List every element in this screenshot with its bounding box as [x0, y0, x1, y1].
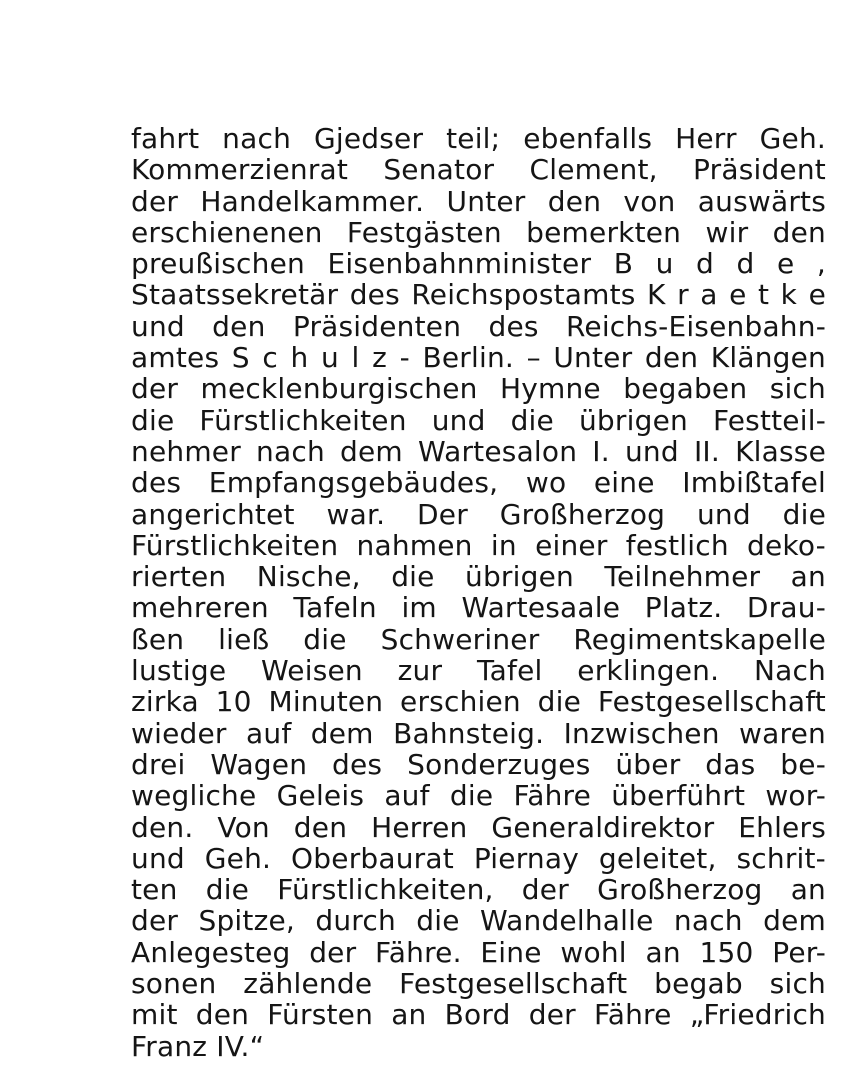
text-line: drei Wagen des Sonderzuges über das be-	[131, 748, 826, 781]
text-line: sonen zählende Festgesellschaft begab sich	[131, 968, 826, 1000]
text-line: rierten Nische, die übrigen Teilnehmer an	[131, 561, 826, 593]
text-line: wieder auf dem Bahnsteig. Inzwischen waren	[131, 717, 826, 749]
text-line: Staatssekretär des Reichspostamts K r a e t k e	[131, 279, 826, 311]
text-line: der Handelkammer. Unter den von auswärts	[131, 185, 826, 217]
text-line: und den Präsidenten des Reichs-Eisenbahn-	[131, 310, 826, 343]
text-line: mit den Fürsten an Bord der Fähre „Friedrich	[131, 999, 826, 1031]
text-line: lustige Weisen zur Tafel erklingen. Nach	[131, 655, 826, 687]
text-line: zirka 10 Minuten erschien die Festgesellschaft	[131, 686, 826, 718]
text-line: Fürstlichkeiten nahmen in einer festlich deko-	[131, 529, 826, 562]
text-line: und Geh. Oberbaurat Piernay geleitet, schrit-	[131, 842, 826, 875]
body-text	[131, 123, 826, 1062]
text-line: amtes S c h u l z - Berlin. – Unter den Klängen	[131, 342, 826, 374]
text-line: den. Von den Herren Generaldirektor Ehlers	[131, 811, 826, 843]
text-line: Kommerzienrat Senator Clement, Präsident	[131, 154, 826, 186]
text-line: mehreren Tafeln im Wartesaale Platz. Drau-	[131, 592, 826, 624]
text-line: wegliche Geleis auf die Fähre überführt wor-	[131, 780, 826, 812]
text-line: Anlegesteg der Fähre. Eine wohl an 150 Per-	[131, 936, 826, 969]
text-line: preußischen Eisenbahnminister B u d d e ,	[131, 248, 826, 280]
text-line: erschienenen Festgästen bemerkten wir den	[131, 216, 826, 249]
text-line: der Spitze, durch die Wandelhalle nach dem	[131, 905, 826, 937]
text-line: des Empfangsgebäudes, wo eine Imbißtafel	[131, 467, 826, 499]
text-line: nehmer nach dem Wartesalon I. und II. Klasse	[131, 435, 826, 468]
text-line: ßen ließ die Schweriner Regimentskapelle	[131, 623, 826, 656]
text-line: fahrt nach Gjedser teil; ebenfalls Herr Geh.	[131, 123, 826, 155]
text-line: der mecklenburgischen Hymne begaben sich	[131, 373, 826, 405]
text-line: angerichtet war. Der Großherzog und die	[131, 498, 826, 530]
text-line: die Fürstlichkeiten und die übrigen Festteil-	[131, 404, 826, 436]
text-line: ten die Fürstlichkeiten, der Großherzog an	[131, 874, 826, 906]
text-line: Franz IV.“	[131, 1030, 265, 1062]
